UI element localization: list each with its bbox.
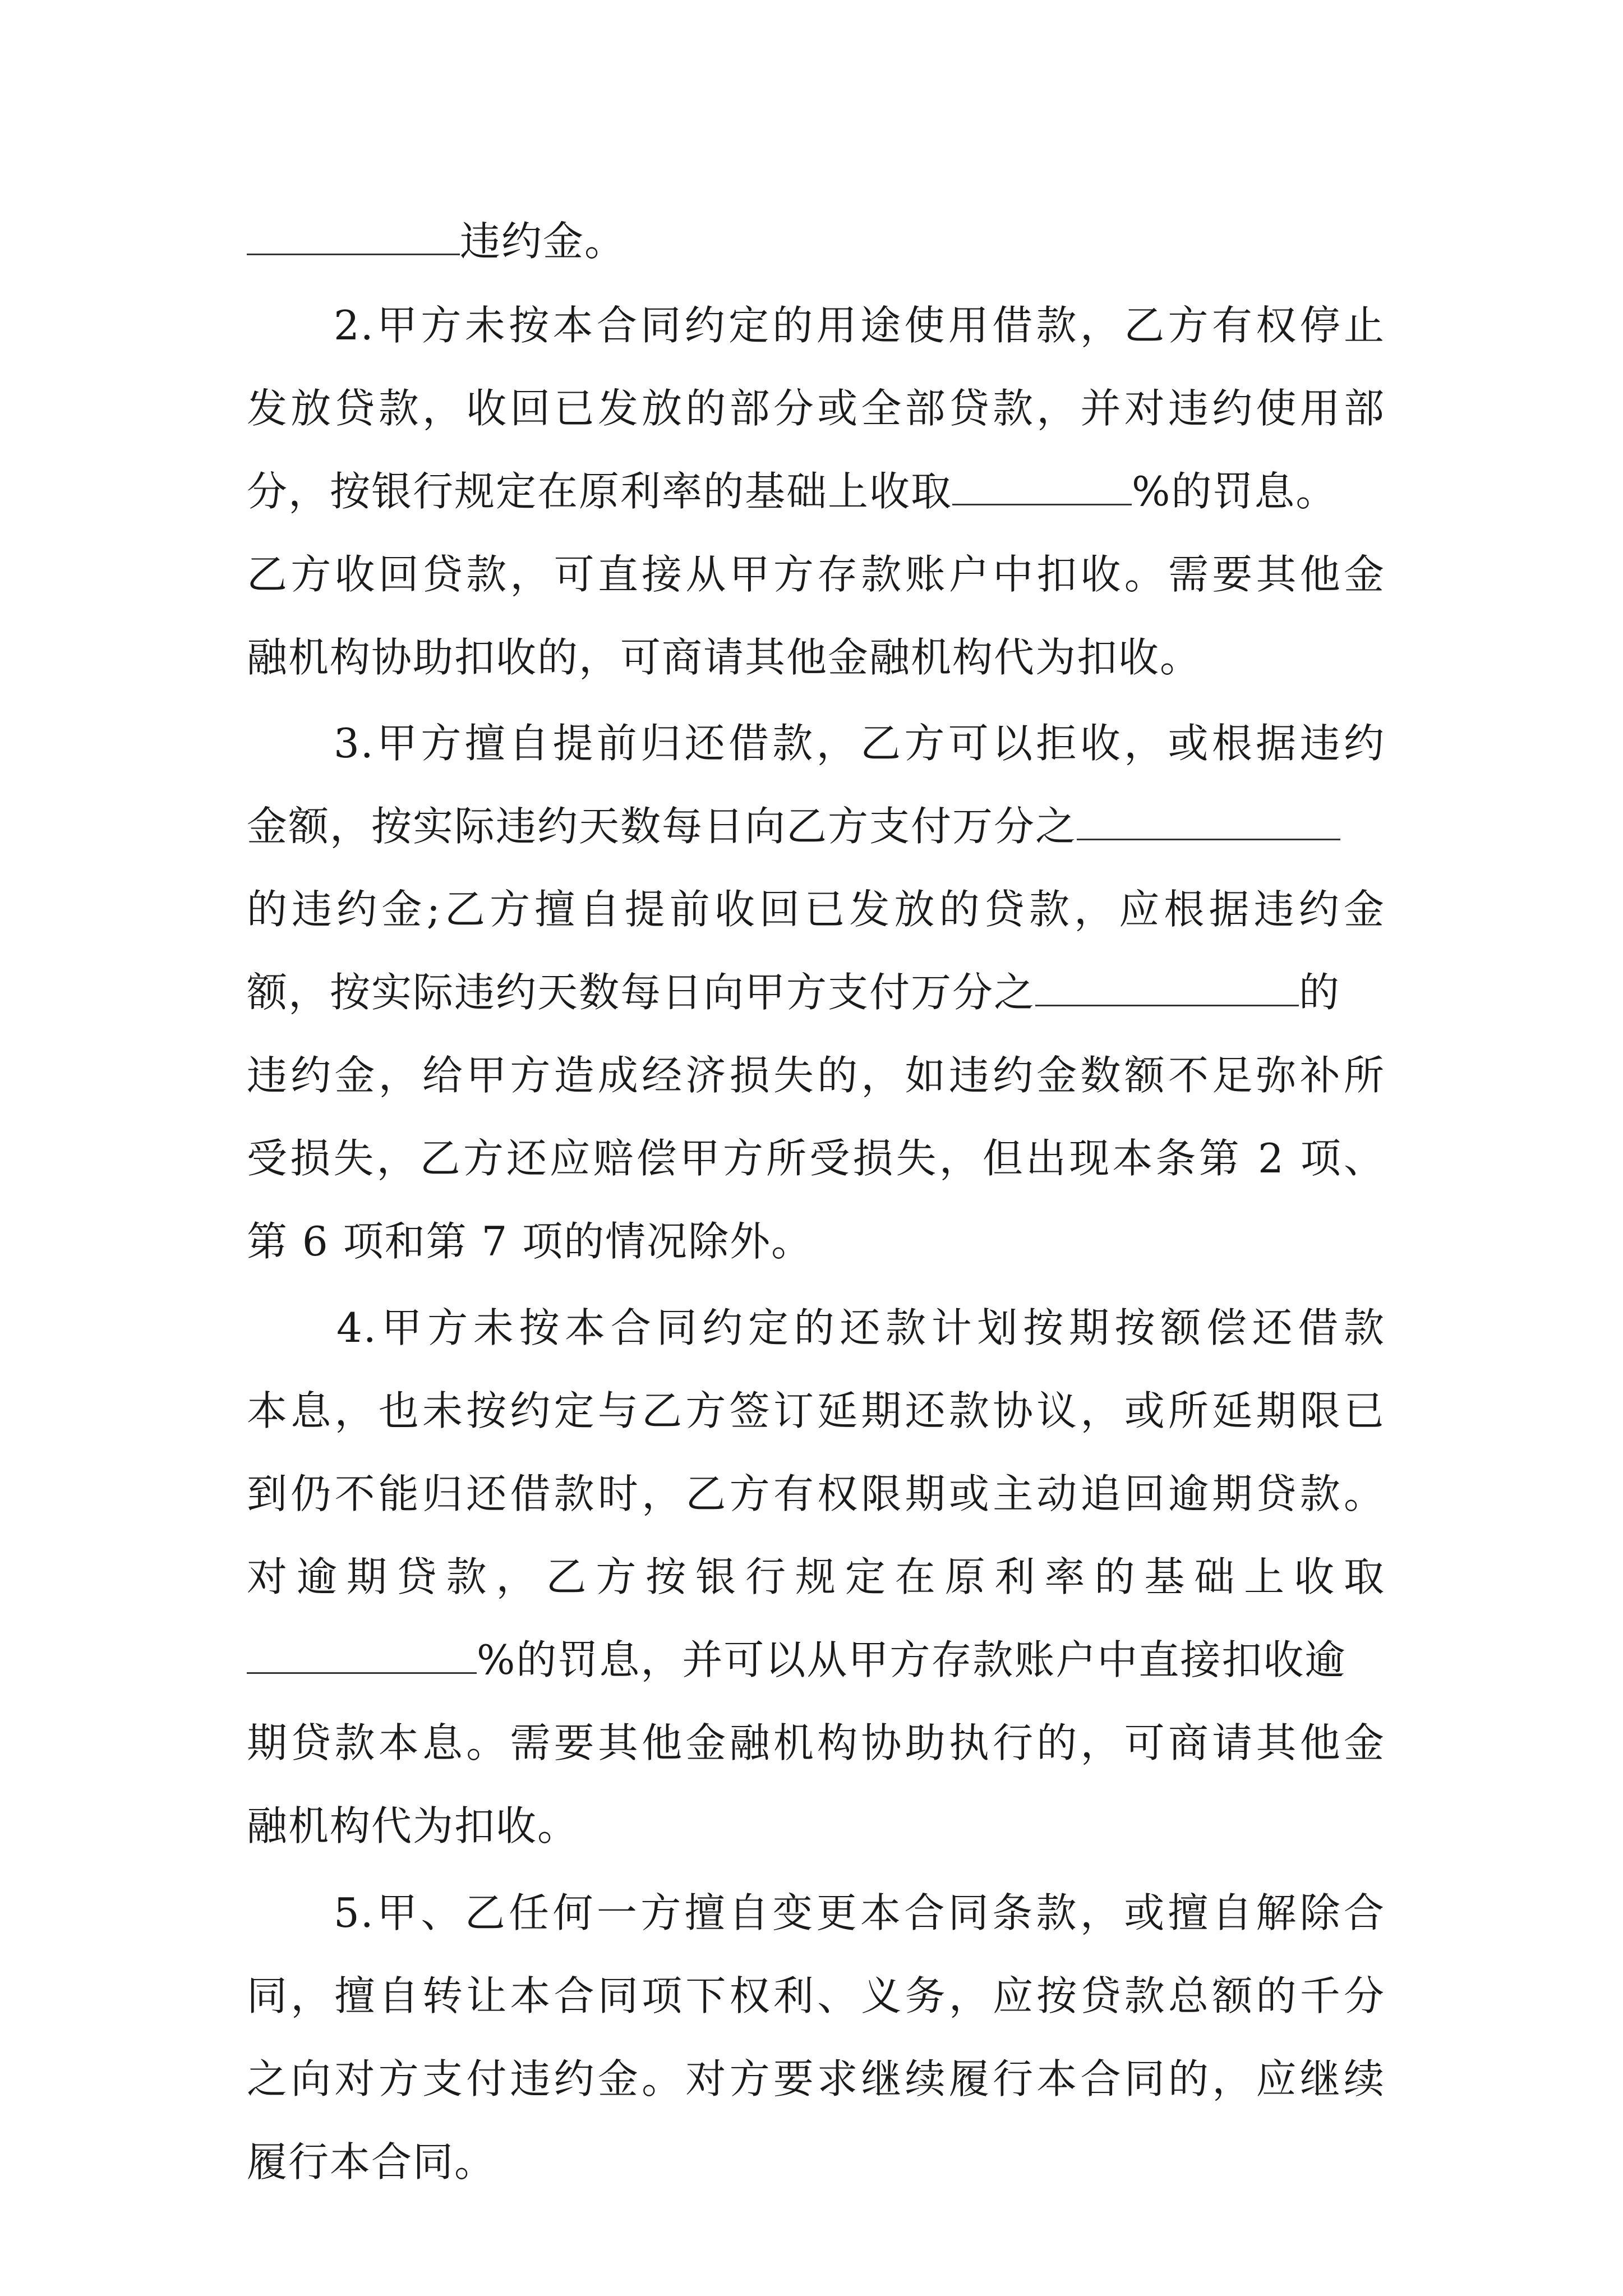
paragraph-3-line-3 (247, 876, 1385, 943)
text-segment: 本息，也未按约定与乙方签订延期还款协议，或所延期限已 (247, 1387, 1385, 1434)
paragraph-2-line-5 (247, 624, 1385, 691)
text-segment: 的 (1299, 969, 1341, 1016)
paragraph-4-line-1 (336, 1294, 1385, 1361)
text-segment: %的罚息。 (1132, 468, 1338, 515)
text-segment: %的罚息，并可以从甲方存款账户中直接扣收逾 (477, 1636, 1347, 1683)
fill-in-blank (247, 220, 460, 255)
paragraph-5-line-1 (334, 1879, 1385, 1947)
paragraph-5-line-3 (247, 2045, 1385, 2113)
text-segment: 金额，按实际违约天数每日向乙方支付万分之 (247, 803, 1077, 850)
paragraph-4-line-6 (247, 1709, 1385, 1777)
paragraph-4-line-4 (247, 1543, 1385, 1611)
text-segment: 2.甲方未按本合同约定的用途使用借款，乙方有权停止 (334, 302, 1385, 349)
text-segment: 之向对方支付违约金。对方要求继续履行本合同的，应继续 (247, 2055, 1385, 2102)
text-segment: 融机构协助扣收的，可商请其他金融机构代为扣收。 (247, 634, 1202, 681)
fill-in-blank (952, 470, 1132, 505)
text-segment: 5.甲、乙任何一方擅自变更本合同条款，或擅自解除合 (334, 1889, 1385, 1936)
paragraph-3-line-5 (247, 1042, 1385, 1109)
paragraph-3-line-6 (247, 1125, 1385, 1192)
paragraph-2-line-3 (247, 458, 1385, 525)
text-segment: 违约金。 (460, 218, 626, 265)
paragraph-4-line-5 (247, 1626, 1385, 1694)
paragraph-1-line-1 (247, 208, 1385, 275)
text-segment: 3.甲方擅自提前归还借款，乙方可以拒收，或根据违约 (334, 720, 1385, 767)
paragraph-3-line-7 (247, 1208, 1385, 1275)
paragraph-5-line-4 (247, 2128, 1385, 2196)
text-segment: 到仍不能归还借款时，乙方有权限期或主动追回逾期贷款。 (247, 1470, 1385, 1517)
text-segment: 履行本合同。 (247, 2138, 496, 2185)
paragraph-4-line-7 (247, 1792, 1385, 1860)
text-segment: 受损失，乙方还应赔偿甲方所受损失，但出现本条第 2 项、 (247, 1135, 1385, 1182)
text-segment: 第 6 项和第 7 项的情况除外。 (247, 1218, 813, 1265)
fill-in-blank (1077, 805, 1340, 840)
text-segment: 分，按银行规定在原利率的基础上收取 (247, 468, 953, 515)
text-segment: 额，按实际违约天数每日向甲方支付万分之 (247, 969, 1036, 1016)
paragraph-3-line-1 (334, 710, 1385, 777)
text-segment: 融机构代为扣收。 (247, 1802, 579, 1849)
text-segment: 乙方收回贷款，可直接从甲方存款账户中扣收。需要其他金 (247, 551, 1385, 598)
paragraph-5-line-2 (247, 1962, 1385, 2030)
text-segment: 的违约金;乙方擅自提前收回已发放的贷款，应根据违约金 (247, 886, 1385, 933)
paragraph-3-line-4 (247, 959, 1385, 1026)
paragraph-2-line-4 (247, 541, 1385, 608)
paragraph-3-line-2 (247, 793, 1385, 860)
text-segment: 4.甲方未按本合同约定的还款计划按期按额偿还借款 (336, 1304, 1385, 1351)
text-segment: 发放贷款，收回已发放的部分或全部贷款，并对违约使用部 (247, 385, 1385, 432)
text-segment: 对逾期贷款，乙方按银行规定在原利率的基础上收取 (247, 1553, 1385, 1600)
text-segment: 同，擅自转让本合同项下权利、义务，应按贷款总额的千分 (247, 1972, 1385, 2019)
text-segment: 违约金，给甲方造成经济损失的，如违约金数额不足弥补所 (247, 1052, 1385, 1099)
paragraph-2-line-1 (334, 292, 1385, 359)
paragraph-4-line-2 (247, 1377, 1385, 1444)
text-segment: 期贷款本息。需要其他金融机构协助执行的，可商请其他金 (247, 1719, 1385, 1766)
fill-in-blank (1035, 971, 1299, 1006)
paragraph-4-line-3 (247, 1460, 1385, 1527)
fill-in-blank (247, 1639, 477, 1674)
paragraph-2-line-2 (247, 375, 1385, 442)
